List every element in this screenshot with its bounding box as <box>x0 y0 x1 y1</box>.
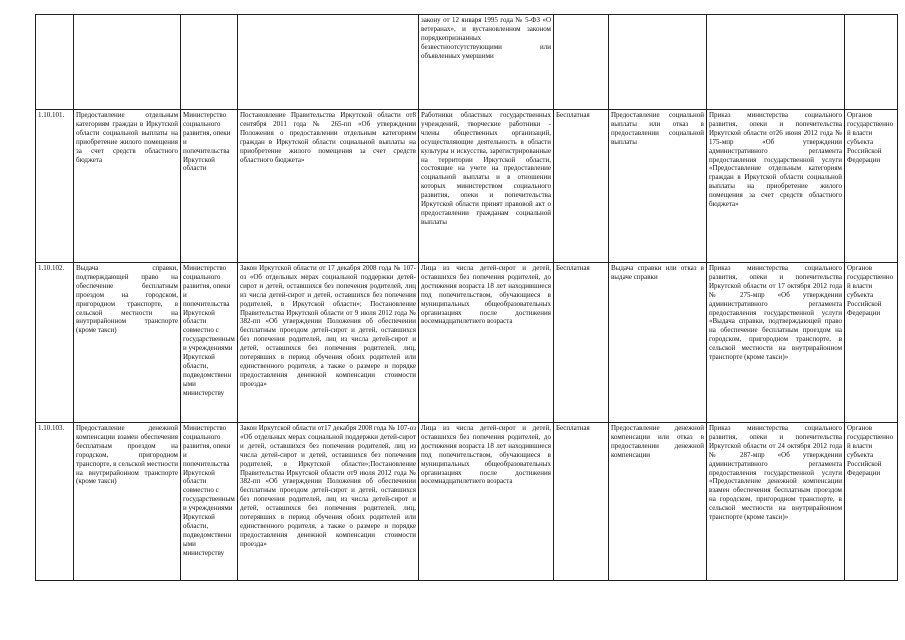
cell-responsible-body: Министерство социального развития, опеки и попечительства Иркутской области совместно с государственными учреждениями Иркутской области, подведомственными министерству <box>181 263 238 423</box>
cell-cost <box>554 15 609 110</box>
cell-cost: Бесплатная <box>554 423 609 581</box>
services-table <box>35 14 898 581</box>
cell-legal-act: Закон Иркутской области от17 декабря 2008 года № 107-оз «Об отдельных мерах социальной поддержки детей-сирот и детей, оставшихся без попечения родителей, лиц из числа детей-сирот и детей, оставшихся без попечения родителей, в Иркутской области»;Постановление Правительства Иркутской области от9 июля 2012 года № 382-пп «Об утверждении Положения об обеспечении бесплатным проездом детей-сирот и детей, оставшихся без попечения родителей, лиц из числа детей-сирот и детей, оставшихся без попечения родителей, лиц, потерявших в период обучения обоих родителей или единственного родителя, а также о размере и порядке предоставления денежной компенсации стоимости проезда» <box>238 423 419 581</box>
cell-result: Предоставление социальной выплаты или отказ в предоставлении социальной выплаты <box>609 110 707 263</box>
cell-responsible-body: Министерство социального развития, опеки и попечительства Иркутской области <box>181 110 238 263</box>
cell-service-name: Предоставление отдельным категориям граждан в Иркутской области социальной выплаты на приобретение жилого помещения за счет средств областного бюджета <box>74 110 181 263</box>
cell-service-name <box>74 15 181 110</box>
cell-legal-act: Закон Иркутской области от 17 декабря 2008 года № 107-оз «Об отдельных мерах социальной поддержки детей-сирот и детей, оставшихся без попечения родителей, лиц из числа детей-сирот и детей, оставшихся без попечения родителей, в Иркутской области»; Постановление Правительства Иркутской области от 9 июля 2012 года № 382-пп «Об утверждении Положения об обеспечении бесплатным проездом детей-сирот и детей, оставшихся без попечения родителей, лиц из числа детей-сирот и детей, оставшихся без попечения родителей, лиц, потерявших в период обучения обоих родителей или единственного родителя, а также о размере и порядке предоставления денежной компенсации стоимости проезда» <box>238 263 419 423</box>
cell-cost: Бесплатная <box>554 110 609 263</box>
cell-responsible-body: Министерство социального развития, опеки и попечительства Иркутской области совместно с государственными учреждениями Иркутской области, подведомственными министерству <box>181 423 238 581</box>
cell-regulation: Приказ министерства социального развития, опеки и попечительства Иркутской области от 17 октября 2012 года № 275-мпр «Об утверждении административного регламента предоставления государственной услуги «Выдача справки, подтверждающей право на обеспечение бесплатным проездом на городском, пригородном транспорте, в сельской местности на внутрирайонном транспорте (кроме такси)» <box>707 263 845 423</box>
cell-responsible-body <box>181 15 238 110</box>
cell-result <box>609 15 707 110</box>
cell-number <box>36 15 74 110</box>
table-row <box>36 15 898 110</box>
cell-service-name: Предоставление денежной компенсации взамен обеспечения бесплатным проездом на городском, пригородном транспорте, в сельской местности на внутрирайонном транспорте (кроме такси) <box>74 423 181 581</box>
cell-authority-level <box>845 15 898 110</box>
cell-recipients: Работники областных государственных учреждений, творческие работники - члены общественных организаций, осуществляющие деятельность в области культуры и искусства, зарегистрированные на территории Иркутской области, состоящие на учете на предоставление социальной выплаты и в отношении которых министерством социального развития, опеки и попечительства Иркутской области принят правовой акт о предоставлении гражданам социальной выплаты <box>419 110 554 263</box>
cell-number: 1.10.103. <box>36 423 74 581</box>
cell-authority-level: Органов государственной власти субъекта Российской Федерации <box>845 423 898 581</box>
cell-authority-level: Органов государственной власти субъекта Российской Федерации <box>845 263 898 423</box>
cell-recipients: законy от 12 января 1995 года № 5-ФЗ «О ветеранах», и вустановленном законом порядкепризнанных безвестноотсутствующими или объявленных умершими <box>419 15 554 110</box>
table-row <box>36 263 898 423</box>
table-row <box>36 423 898 581</box>
table-row <box>36 110 898 263</box>
cell-number: 1.10.102. <box>36 263 74 423</box>
cell-regulation: Приказ министерства социального развития, опеки и попечительства Иркутской области от26 июня 2012 года № 175-мпр «Об утверждении административного регламента предоставления государственной услуги «Предоставление отдельным категориям граждан в Иркутской области социальной выплаты на приобретение жилого помещения за счет средств областного бюджета» <box>707 110 845 263</box>
cell-authority-level: Органов государственной власти субъекта Российской Федерации <box>845 110 898 263</box>
cell-legal-act: Постановление Правительства Иркутской области от8 сентября 2011 года № 265-пп «Об утверждении Положения о предоставлении отдельным категориям граждан в Иркутской области социальной выплаты на приобретение жилого помещения за счет средств областного бюджета» <box>238 110 419 263</box>
cell-legal-act <box>238 15 419 110</box>
cell-regulation: Приказ министерства социального развития, опеки и попечительства Иркутской области от 24 октября 2012 года № 287-мпр «Об утверждении административного регламента предоставления государственной услуги «Предоставление денежной компенсации взамен обеспечения бесплатным проездом на городском, пригородном транспорте, в сельской местности на внутрирайонном транспорте (кроме такси)» <box>707 423 845 581</box>
cell-cost: Бесплатная <box>554 263 609 423</box>
cell-service-name: Выдача справки, подтверждающей право на обеспечение бесплатным проездом на городском, пригородном транспорте, в сельской местности на внутрирайонном транспорте (кроме такси) <box>74 263 181 423</box>
cell-regulation <box>707 15 845 110</box>
cell-number: 1.10.101. <box>36 110 74 263</box>
cell-recipients: Лица из числа детей-сирот и детей, оставшихся без попечения родителей, до достижения возраста 18 лет находившиеся под попечительством, обучающиеся в муниципальных общеобразовательных организациях после достижения восемнадцатилетнего возраста <box>419 423 554 581</box>
cell-result: Предоставление денежной компенсации или отказ в предоставлении денежной компенсации <box>609 423 707 581</box>
cell-recipients: Лица из числа детей-сирот и детей, оставшихся без попечения родителей, до достижения возраста 18 лет находившиеся под попечительством, обучающиеся в муниципальных общеобразовательных организациях после достижения восемнадцатилетнего возраста <box>419 263 554 423</box>
cell-result: Выдача справки или отказ в выдаче справки <box>609 263 707 423</box>
